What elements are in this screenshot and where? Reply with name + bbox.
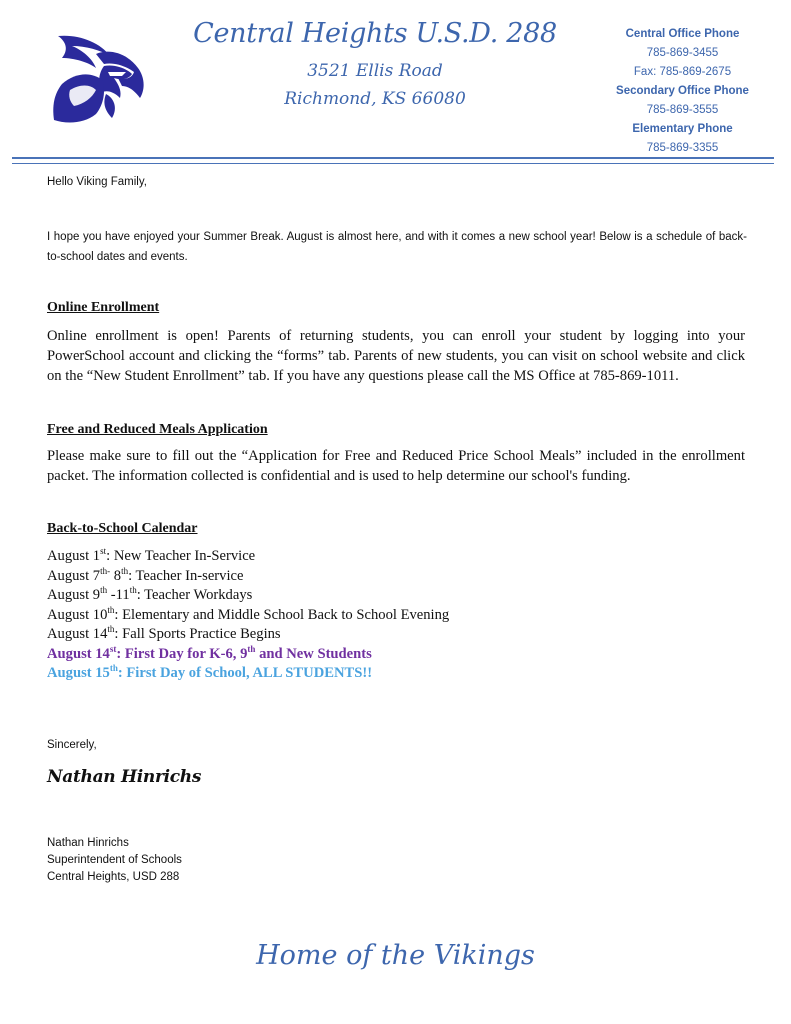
central-office-phone: 785-869-3455 (646, 47, 719, 59)
section-body-meals: Please make sure to fill out the “Application for Free and Reduced Price School Meals” included in the enrollment packet. The information collected is confidential and is used to help determine our school's funding. (47, 448, 745, 484)
calendar-item: August 9th -11th: Teacher Workdays (47, 585, 253, 603)
calendar-item: August $7^{th-}$ 8th: Teacher In-service (47, 565, 244, 584)
header-divider-bottom (12, 163, 774, 164)
section-heading-meals: Free and Reduced Meals Application (47, 422, 268, 437)
section-body-enrollment: Online enrollment is open! Parents of returning students, you can enroll your student by logging into your PowerSchool account and clicking the “forms” tab. Parents of new students, you can visit on school website and click on the “New Student Enrollment” tab. If you have any questions please call the MS Office at 785-869-1011. (47, 328, 745, 384)
secondary-office-phone: 785-869-3555 (646, 104, 719, 116)
intro-paragraph: I hope you have enjoyed your Summer Break. August is almost here, and with it comes a new school year! Below is a schedule of back-to-school dates and events. (47, 231, 747, 263)
fax-number: Fax: 785-869-2675 (633, 66, 732, 78)
closing: Sincerely, (47, 739, 97, 751)
viking-logo (48, 28, 158, 128)
district-name: Central Heights U.S.D. 288 (193, 18, 557, 49)
signer-title: Superintendent of Schools (47, 854, 182, 866)
secondary-office-label: Secondary Office Phone (616, 85, 749, 97)
calendar-item: August 10th: Elementary and Middle School Back to School Evening (47, 604, 450, 623)
signer-block (47, 835, 182, 886)
section-heading-enrollment: Online Enrollment (47, 300, 160, 315)
calendar-item-first-day-all: August 15th: First Day of School, ALL STUDENTS!! (47, 663, 373, 681)
greeting: Hello Viking Family, (47, 176, 147, 188)
phone-contacts (590, 25, 775, 158)
elementary-label: Elementary Phone (632, 123, 733, 135)
elementary-phone: 785-869-3355 (646, 142, 719, 154)
central-office-label: Central Office Phone (625, 28, 740, 40)
calendar-item-first-day-k6: August 14st: First Day for K-6, 9th and New Students (47, 643, 372, 662)
signer-name: Nathan Hinrichs (47, 837, 129, 849)
header-divider-top (12, 157, 774, 159)
section-heading-calendar: Back-to-School Calendar (47, 521, 198, 536)
calendar-item: August 14th: Fall Sports Practice Begins (47, 624, 281, 642)
calendar-list (47, 547, 449, 684)
address-city: Richmond, KS 66080 (284, 89, 466, 109)
address-street: 3521 Ellis Road (307, 61, 443, 81)
calendar-item: August 1st: New Teacher In-Service (47, 546, 256, 564)
signer-org: Central Heights, USD 288 (47, 871, 180, 883)
footer-tagline: Home of the Vikings (256, 940, 535, 971)
handwritten-signature: Nathan Hinrichs (47, 767, 202, 787)
